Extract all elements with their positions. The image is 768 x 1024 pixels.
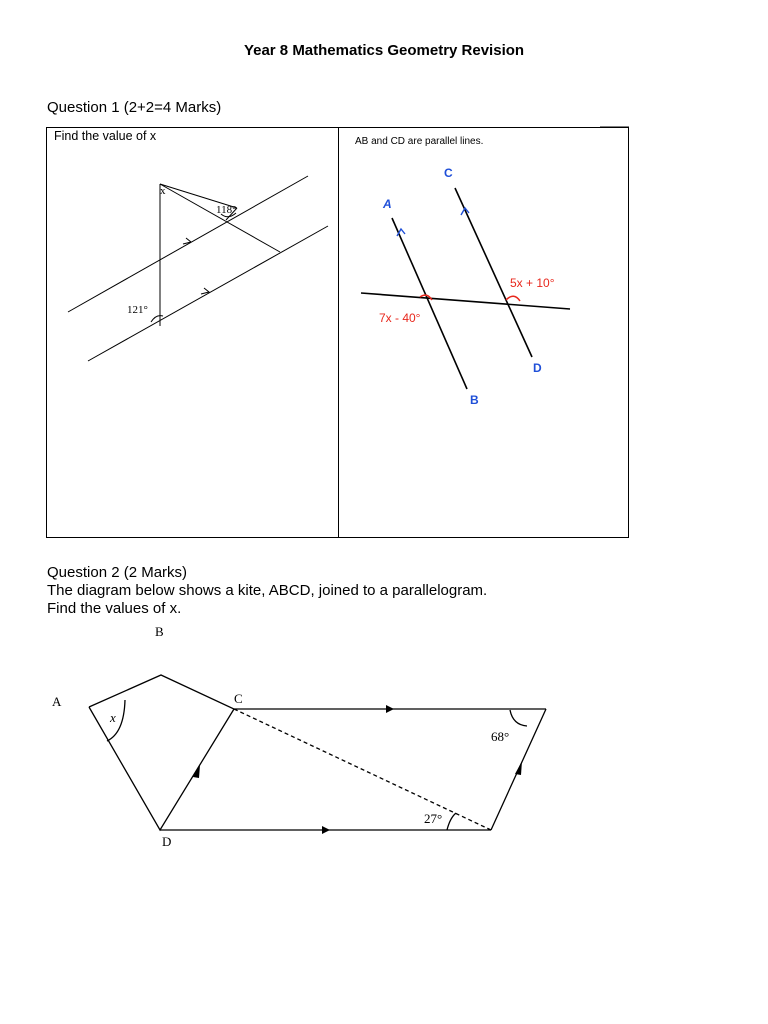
label-b: B	[470, 393, 479, 407]
label-q2-b: B	[155, 624, 164, 639]
q1-left-diagram	[68, 176, 328, 361]
line-ab	[392, 218, 467, 389]
label-118: 118°	[216, 204, 237, 216]
parallel-line-upper	[68, 176, 308, 312]
parallel-ticks	[397, 208, 469, 236]
transversal-diagonal	[160, 184, 280, 252]
page-title: Year 8 Mathematics Geometry Revision	[243, 42, 525, 59]
label-d: D	[533, 361, 542, 375]
left-prompt: Find the value of x	[54, 129, 157, 143]
label-121: 121°	[127, 304, 148, 316]
diagonal-dashed	[234, 709, 491, 830]
label-q2-d: D	[162, 834, 172, 849]
question-1-heading: Question 1 (2+2=4 Marks)	[47, 99, 222, 116]
line-cd	[455, 188, 532, 357]
question-2-line-2: Find the values of x.	[47, 600, 182, 617]
label-7x-40: 7x - 40°	[379, 311, 421, 325]
q2-arrows	[193, 705, 522, 834]
question-2-heading: Question 2 (2 Marks)	[47, 564, 188, 581]
label-q2-a: A	[52, 694, 62, 709]
label-c: C	[444, 166, 453, 180]
transversal-line	[361, 293, 570, 309]
label-q2-c: C	[234, 691, 243, 706]
label-a: A	[383, 197, 392, 211]
angle-arc-121	[151, 316, 163, 322]
right-prompt: AB and CD are parallel lines.	[355, 136, 484, 147]
angle-arc-68	[510, 710, 527, 726]
parallel-line-lower	[88, 226, 328, 361]
angle-arc-27	[447, 813, 456, 830]
label-27: 27°	[424, 811, 443, 826]
question-2-line-1: The diagram below shows a kite, ABCD, joined to a parallelogram.	[47, 582, 488, 599]
label-x: x	[160, 185, 166, 197]
q2-diagram	[89, 675, 546, 830]
label-5x-10: 5x + 10°	[510, 276, 555, 290]
label-q2-x: x	[110, 710, 116, 725]
kite-abcd	[89, 675, 234, 830]
label-68: 68°	[491, 729, 510, 744]
